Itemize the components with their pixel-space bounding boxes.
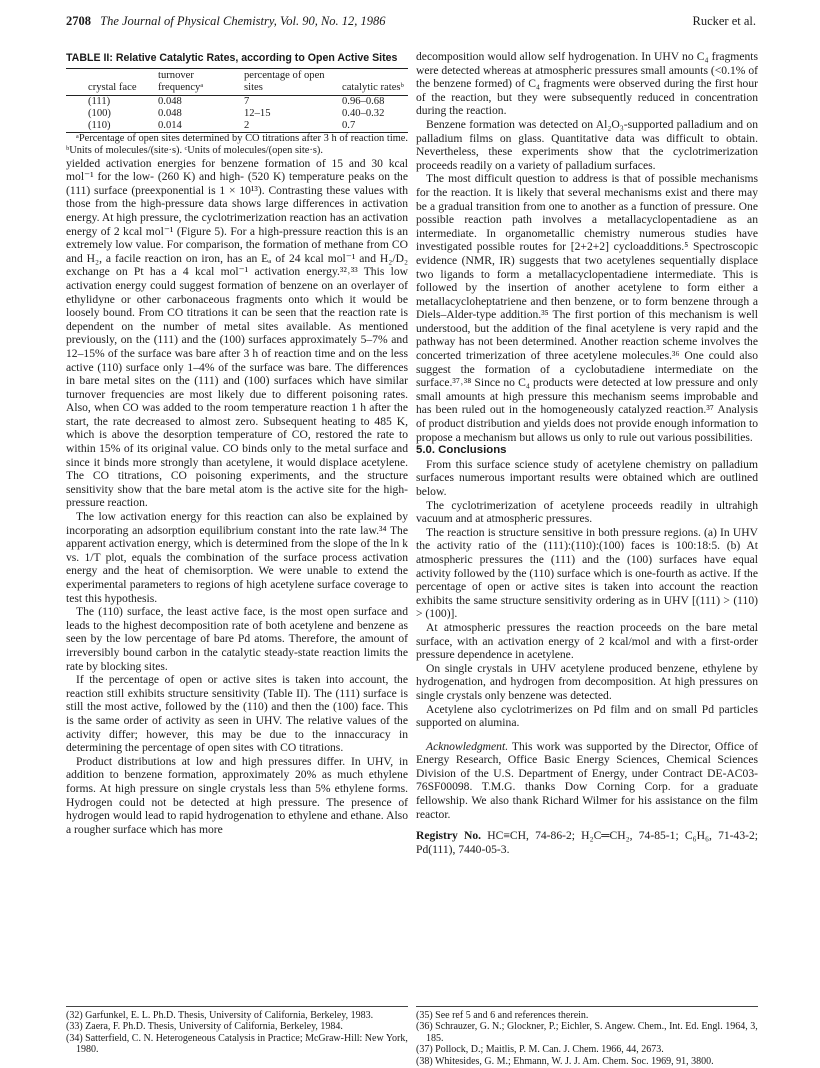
reference-item: (35) See ref 5 and 6 and references therein. [416,1010,589,1021]
table-cell: (111) [88,95,111,107]
right-column [416,50,758,856]
conclusion-paragraph: At atmospheric pressures the reaction proceeds on the bare metal surface, with an activation energy of 2 kcal/mol and with a first-order pressure dependence in acetylene. [416,620,758,662]
table-row [66,95,408,108]
table-header-row [66,68,408,95]
body-paragraph: The (110) surface, the least active face, is the most open surface and leads to the highest decomposition rate of both acetylene and benzene as seen by the low percentage of bare Pd atoms. Therefore, the amount of irreversibly bound carbon in the catalytic steady-state reaction limits the rate by blocking sites. [66,605,408,673]
table-row [66,108,408,120]
references-right [416,1006,758,1067]
table-cell: 7 [244,95,250,107]
conclusion-paragraph: On single crystals in UHV acetylene produced benzene, ethylene by hydrogenation, and hydrogen from decomposition. At high pressures on single crystals only benzene was detected. [416,661,758,702]
table-cell: 0.048 [158,107,182,119]
registry-text: HC≡CH, 74-86-2; H₂C═CH₂, 74-85-1; C₆H₆, 71-43-2; Pd(111), 7440-05-3. [416,829,758,856]
table-cell: 0.014 [156,120,242,133]
catalytic-rates-table [66,68,408,133]
table-header-cell: turnover frequencyᵃ [158,69,204,93]
table-cell: 0.048 [158,95,182,107]
conclusion-paragraph: The cyclotrimerization of acetylene proceeds readily in ultrahigh vacuum and at atmospheric pressures. [416,498,758,526]
reference-item: (38) Whitesides, G. M.; Ehmann, W. J. J. Am. Chem. Soc. 1969, 91, 3800. [416,1055,714,1067]
conclusion-paragraph: Acetylene also cyclotrimerizes on Pd film and on small Pd particles supported on alumina. [416,702,758,730]
table-cell: (100) [88,107,111,119]
registry-numbers [416,829,758,856]
journal-title: The Journal of Physical Chemistry, Vol. 90, No. 12, 1986 [100,14,386,28]
acknowledgment-text: This work was supported by the Director, Office of Energy Research, Office Basic Energy Sciences, Chemical Sciences Division of the U.S. Department of Energy, under Contract DE-AC03-76SF00098. T.M.G. thanks Dow Corning Corp. for a graduate fellowship. We also thank Richard Wilmer for his assistance on the film reactor. [416,739,758,821]
left-column [66,50,408,836]
table-caption: TABLE II: Relative Catalytic Rates, according to Open Active Sites [66,52,398,64]
table-row [66,120,408,133]
reference-item: (33) Zaera, F. Ph.D. Thesis, University of California, Berkeley, 1984. [66,1021,343,1033]
conclusion-paragraph: From this surface science study of acetylene chemistry on palladium surfaces numerous important results were obtained which are outlined below. [416,457,758,498]
body-paragraph: decomposition would allow self hydrogenation. In UHV no C₄ fragments were detected whereas at atmospheric pressures small amounts (<0.1% of the benzene formed) of C₄ fragments were observed during the first hour of the reaction, but they were subsequently reduced in concentration during the reaction. [416,50,758,118]
acknowledgment [416,740,758,822]
body-paragraph: Benzene formation was detected on Al₂O₃-supported palladium and on palladium films on glass. Quantitative data was difficult to obtain. Nevertheless, these experiments show that the cyclotrimerization proceeds readily on a variety of palladium surfaces. [416,117,758,172]
acknowledgment-label: Acknowledgment. [426,739,509,753]
table-cell: 0.7 [340,120,408,133]
reference-item: (36) Schrauzer, G. N.; Glockner, P.; Eichler, S. Angew. Chem., Int. Ed. Engl. 1964, 3, 185. [416,1021,758,1044]
reference-item: (32) Garfunkel, E. L. Ph.D. Thesis, University of California, Berkeley, 1983. [66,1010,374,1021]
body-paragraph: yielded activation energies for benzene formation of 15 and 30 kcal mol⁻¹ for the low- (260 K) and high- (520 K) temperature peaks on the (111) surface (preexponential is 1 × 10¹³). Contrasting these values with those from the high-pressure data shows large differences in activation energy. At high pressure, the cyclotrimerization reaction has an activation energy of 2 kcal mol⁻¹ (Figure 5). For a high-pressure reaction this is an extremely low value. For comparison, the formation of methane from CO and H₂, a facile reaction on iron, has an Eₐ of 24 kcal mol⁻¹ and H₂/D₂ exchange on Pt has a 4 kcal mol⁻¹ activation energy.³²˒³³ This low activation energy could suggest formation of benzene on an overlayer of ethylidyne or other carbonaceous fragments onto which it would be loosely bound. From CO titrations it can be seen that the reaction rate is dependent on the number of metal sites available. As mentioned previously, on the (111) and the (100) surfaces approximately 5–7% and 12–15% of the surface was bare after 3 h of reaction time and on the less active (110) surface only 1–4% of the surface was bare. The differences in bare metal sites on the (111) and (100) surfaces which have similar turnover frequencies are most likely due to different poisoning rates. Also, when CO was added to the room temperature reaction 1 h after the start, the rate decreased to almost zero. Subsequent heating to 485 K, which is above the desorption temperature of CO, restored the rate to within 15% of its original value. CO binds only to the metal surface and since it binds more strongly than acetylene, it would displace acetylene. The CO titrations, CO poisoning experiments, and the structure sensitivity show that the bare metal atom is the active site for the high-pressure reaction. [66,156,408,510]
reference-item: (34) Satterfield, C. N. Heterogeneous Catalysis in Practice; McGraw-Hill: New York, 1980. [66,1032,408,1056]
section-heading: 5.0. Conclusions [416,444,507,457]
conclusion-paragraph: The reaction is structure sensitive in both pressure regions. (a) In UHV the activity ratio of the (111):(110):(100) faces is 100:18:5. (b) At atmospheric pressures the (111) and the (100) surfaces have equal activity followed by the (110) surface which is one-fourth as active. If the percentage of open or active sites is taken into account the reaction exhibits the same structure sensitivity ordering as in UHV [(111) > (110) > (100)]. [416,525,758,621]
table-header-cell: crystal face [88,81,137,93]
table-header-cell: percentage of open sites [244,69,325,93]
body-paragraph: The low activation energy for this reaction can also be explained by incorporating an adsorption equilibrium constant into the rate law.³⁴ The apparent activation energy, which is determined from the slope of the ln k vs. 1/T plot, equals the combination of the surface process activation energy and the heat of chemisorption. We were unable to extend the experimental parameters to regions of high acetylene surface coverage to test this hypothesis. [66,510,408,605]
table-cell: 0.40–0.32 [342,107,385,119]
table-cell: (110) [66,120,156,133]
body-paragraph: Product distributions at low and high pressures differ. In UHV, in addition to benzene formation, approximately 20% as much ethylene forms. At high pressure on single crystals less than 5% ethylene forms. Hydrogen could not be detected at high pressure. The presence of hydrogen would lead to rapid hydrogenation to ethylene and ethane. Also a rougher surface which has more [66,754,408,836]
body-paragraph: If the percentage of open or active sites is taken into account, the reaction still exhibits structure sensitivity (Table II). The (111) surface is still the most active, followed by the (110) and then the (100) face. This is the same order of activity as seen in UHV. The relative values of the activity differ; however, this may be due to the innaccuracy in determining the percentage of open sites with CO titrations. [66,673,408,755]
body-paragraph: The most difficult question to address is that of possible mechanisms for the reaction. It is likely that several mechanisms exist and there may be a gradual transition from one to another as a function of pressure. One possible reaction path involves a metallacyclopentadiene as an intermediate. In organometallic chemistry numerous studies have investigated possible routes for [2+2+2] cycloadditions.⁵ Spectroscopic evidence (NMR, IR) suggests that two acetylenes sequentially displace two ligands to form a metallacyclopentadiene intermediate. This is followed by the insertion of another acetylene to form either a metallacycloheptatriene and then benzene, or to form benzene through a Diels–Alder-type addition.³⁵ The first portion of this mechanism is well understood, but the addition of the final acetylene is very rapid and the pathway has not been determined. Another reaction scheme involves the concerted trimerization of three acetylene molecules.³⁶ One could also suggest the formation of a cyclobutadiene intermediate on the surface.³⁷˒³⁸ Since no C₄ products were detected at low pressure and only small amounts at high pressure this mechanism seems improbable and has been ruled out in the homogeneously catalyzed reaction.³⁷ Analysis of product distribution and yields does not provide enough information to propose a mechanism but allows us only to rule out various possibilities. [416,172,758,444]
table-cell: 12–15 [244,107,271,119]
page-number: 2708 [66,14,91,28]
table-cell: 0.96–0.68 [342,95,385,107]
references-left [66,1006,408,1056]
running-authors: Rucker et al. [692,14,756,28]
reference-item: (37) Pollock, D.; Maitlis, P. M. Can. J. Chem. 1966, 44, 2673. [416,1044,664,1056]
running-header [66,14,756,32]
table-cell: 2 [242,120,340,133]
table-footnote: ᵃPercentage of open sites determined by CO titrations after 3 h of reaction time. ᵇUnits of molecules/(site·s). ᶜUnits of molecules/(open site·s). [66,132,408,156]
registry-label: Registry No. [416,829,482,843]
table-header-cell: catalytic ratesᵇ [342,81,404,93]
